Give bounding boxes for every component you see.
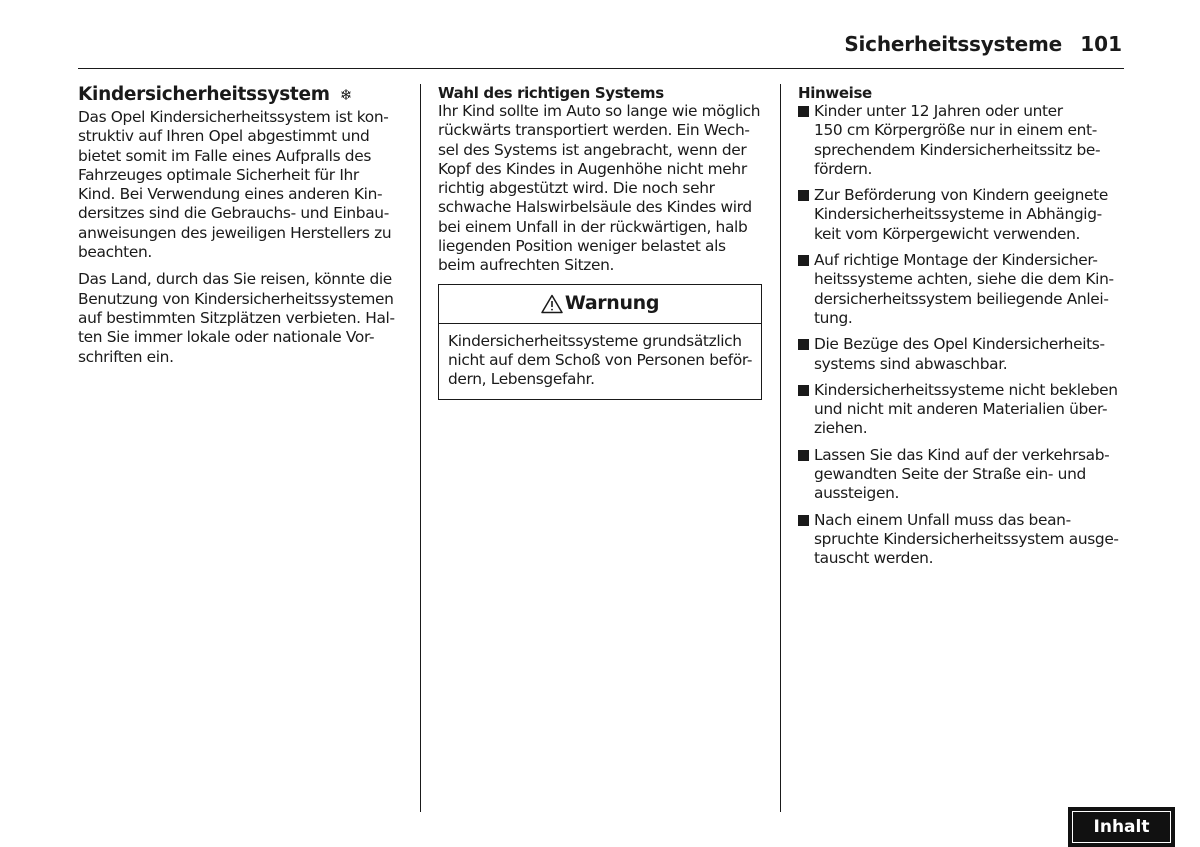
text-line: fördern. — [814, 159, 873, 178]
section-heading-text: Kindersicherheitssystem — [78, 84, 330, 105]
page-number: 101 — [1080, 32, 1122, 56]
bullet-square-icon — [798, 251, 814, 328]
text-line: systems sind abwaschbar. — [814, 354, 1008, 373]
text-line: gewandten Seite der Straße ein- und — [814, 465, 1086, 484]
text-line: Kindersicherheitssysteme in Abhängig- — [814, 205, 1102, 224]
text-line: Die Bezüge des Opel Kindersicherheits- — [814, 335, 1105, 354]
text-line: Kinder unter 12 Jahren oder unter — [814, 102, 1063, 120]
bullet-square-icon — [798, 381, 814, 439]
page-header — [78, 30, 1124, 69]
list-item — [798, 511, 1128, 569]
text-line: liegenden Position weniger belastet als — [438, 237, 726, 256]
text-line: ten Sie immer lokale oder nationale Vor- — [78, 328, 375, 347]
text-line: dersicherheitssystem beiliegende Anlei- — [814, 289, 1109, 308]
text-line: Das Land, durch das Sie reisen, könnte die — [78, 270, 392, 289]
text-line: sel des Systems ist angebracht, wenn der — [438, 140, 747, 159]
paragraph — [78, 108, 408, 262]
list-item — [798, 186, 1128, 244]
text-line: und nicht mit anderen Materialien über- — [814, 400, 1108, 419]
section-heading — [78, 84, 408, 106]
text-line: schriften ein. — [78, 347, 174, 366]
warning-triangle-icon — [541, 294, 563, 314]
text-line: dersitzes sind die Gebrauchs- und Einbau- — [78, 204, 389, 223]
snowflake-icon: ❄ — [339, 86, 353, 104]
warning-body — [439, 324, 761, 399]
text-line: schwache Halswirbelsäule des Kindes wird — [438, 198, 752, 217]
text-line: Kindersicherheitssysteme grundsätzlich — [448, 331, 742, 350]
text-line: richtig abgestützt wird. Die noch sehr — [438, 179, 715, 198]
bullet-square-icon — [798, 186, 814, 244]
column-divider — [420, 84, 421, 812]
warning-header — [439, 285, 761, 324]
text-line: rückwärts transportiert werden. Ein Wech- — [438, 121, 750, 140]
text-line: nicht auf dem Schoß von Personen beför- — [448, 350, 753, 369]
subheading: Wahl des richtigen Systems — [438, 84, 664, 102]
inhalt-button-label: Inhalt — [1072, 811, 1171, 843]
warning-title: Warnung — [564, 292, 660, 315]
text-line: 150 cm Körpergröße nur in einem ent- — [814, 121, 1097, 140]
list-item — [798, 381, 1128, 439]
text-line: beachten. — [78, 243, 152, 262]
text-line: bietet somit im Falle eines Aufpralls des — [78, 146, 371, 165]
column-wahl-des-systems — [438, 84, 768, 400]
text-line: Kindersicherheitssysteme nicht bekleben — [814, 380, 1118, 399]
bullet-square-icon — [798, 335, 814, 374]
text-line: Nach einem Unfall muss das bean- — [814, 510, 1071, 529]
text-line: keit vom Körpergewicht verwenden. — [814, 224, 1081, 243]
text-line: spruchte Kindersicherheitssystem ausge- — [814, 529, 1119, 548]
page-title: Sicherheitssysteme — [844, 32, 1062, 56]
column-divider — [780, 84, 781, 812]
text-line: struktiv auf Ihren Opel abgestimmt und — [78, 127, 370, 146]
text-line: dern, Lebensgefahr. — [448, 370, 595, 389]
text-line: Ihr Kind sollte im Auto so lange wie möglich — [438, 102, 761, 120]
text-line: Zur Beförderung von Kindern geeignete — [814, 186, 1108, 205]
text-line: Lassen Sie das Kind auf der verkehrsab- — [814, 445, 1110, 464]
text-line: bei einem Unfall in der rückwärtigen, halb — [438, 217, 748, 236]
column-hinweise — [798, 84, 1128, 576]
bullet-square-icon — [798, 446, 814, 504]
text-line: tung. — [814, 308, 853, 327]
text-line: Kind. Bei Verwendung eines anderen Kin- — [78, 185, 383, 204]
text-line: Fahrzeuges optimale Sicherheit für Ihr — [78, 165, 359, 184]
list-item — [798, 102, 1128, 179]
list-item — [798, 251, 1128, 328]
list-item — [798, 446, 1128, 504]
text-line: Auf richtige Montage der Kindersicher- — [814, 251, 1098, 270]
text-line: Kopf des Kindes in Augenhöhe nicht mehr — [438, 159, 747, 178]
bullet-square-icon — [798, 102, 814, 179]
text-line: Benutzung von Kindersicherheitssystemen — [78, 289, 394, 308]
text-line: Das Opel Kindersicherheitssystem ist kon- — [78, 108, 389, 126]
inhalt-button[interactable] — [1068, 807, 1175, 847]
paragraph — [438, 102, 768, 276]
text-line: heitssysteme achten, siehe die dem Kin- — [814, 270, 1114, 289]
text-line: auf bestimmten Sitzplätzen verbieten. Hal- — [78, 308, 395, 327]
subheading: Hinweise — [798, 84, 872, 102]
text-line: beim aufrechten Sitzen. — [438, 256, 615, 275]
column-kindersicherheitssystem — [78, 84, 408, 375]
text-line: anweisungen des jeweiligen Herstellers zu — [78, 223, 392, 242]
paragraph — [78, 270, 408, 366]
text-line: ziehen. — [814, 419, 868, 438]
list-item — [798, 335, 1128, 374]
text-line: tauscht werden. — [814, 549, 934, 568]
bullet-square-icon — [798, 511, 814, 569]
text-line: aussteigen. — [814, 484, 900, 503]
warning-box — [438, 284, 762, 400]
text-line: sprechendem Kindersicherheitssitz be- — [814, 140, 1101, 159]
